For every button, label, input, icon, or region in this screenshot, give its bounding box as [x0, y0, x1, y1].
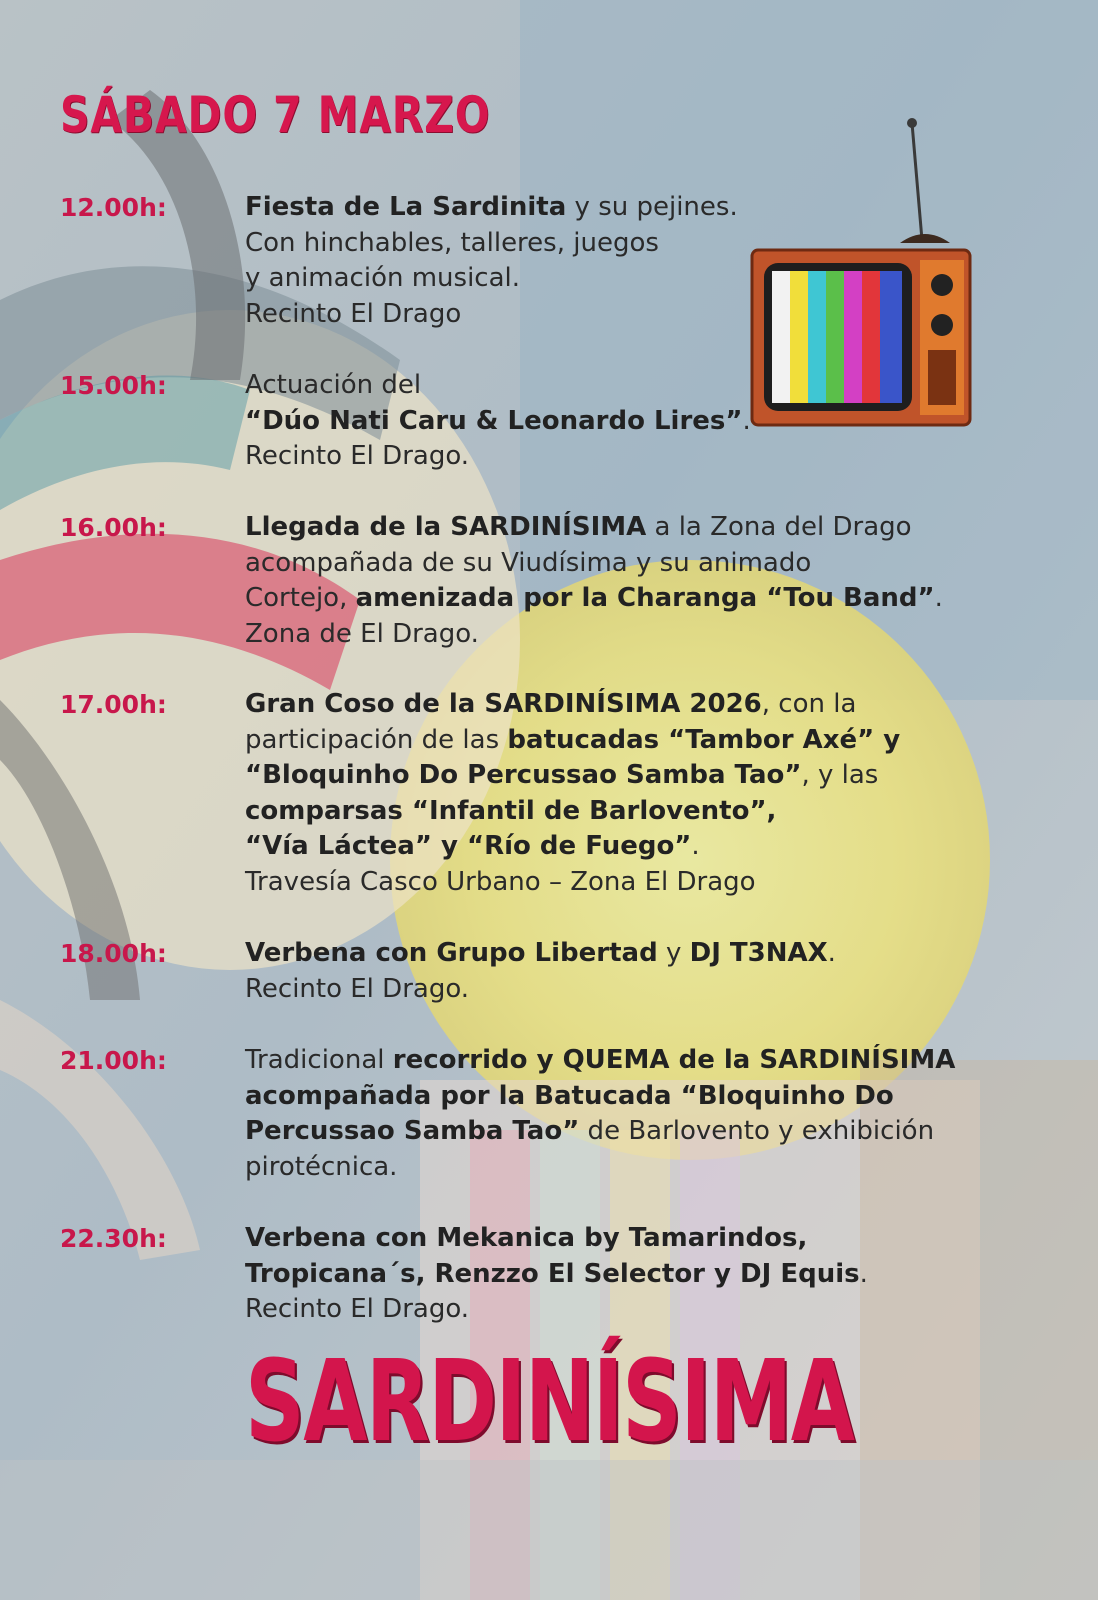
text: Recinto El Drago [245, 298, 462, 329]
event-description [245, 687, 985, 901]
text: . [859, 1258, 868, 1289]
text: Recinto El Drago. [245, 441, 470, 472]
description-line [245, 936, 985, 972]
text: Zona de El Drago. [245, 618, 479, 649]
bold-text: batucadas “Tambor Axé” y [507, 724, 901, 755]
description-line [245, 972, 985, 1008]
description-line [245, 723, 985, 759]
text: y animación musical. [245, 263, 521, 294]
event-description [245, 1221, 985, 1328]
description-line [245, 1114, 985, 1150]
bold-text: DJ T3NAX [689, 938, 828, 968]
text: participación de las [245, 724, 508, 755]
event-description [245, 1043, 985, 1185]
text: . [691, 831, 700, 862]
event-time: 22.30h: [60, 1224, 167, 1253]
text: , y las [801, 760, 879, 791]
bold-text: Tropicana´s, Renzzo El Selector y DJ Equis [245, 1258, 860, 1289]
text: Tradicional [245, 1045, 393, 1075]
bold-text: recorrido y QUEMA de la SARDINÍSIMA [392, 1045, 956, 1075]
event-description [245, 936, 985, 1007]
bold-text: Llegada de la SARDINÍSIMA [245, 512, 647, 542]
text: . [742, 405, 751, 436]
bold-text: “Vía Láctea” y “Río de Fuego” [245, 831, 692, 862]
bold-text: Verbena con Grupo Libertad [245, 938, 658, 968]
event-time: 18.00h: [60, 939, 167, 968]
event-time: 15.00h: [60, 371, 167, 400]
event-time: 17.00h: [60, 690, 167, 719]
description-line [245, 687, 985, 723]
text: . [827, 938, 836, 968]
event-time: 16.00h: [60, 513, 167, 542]
description-line [245, 865, 985, 901]
description-line [245, 1043, 985, 1079]
text: Con hinchables, talleres, juegos [245, 227, 659, 258]
bold-text: Fiesta de La Sardinita [245, 192, 567, 222]
text: Actuación del [245, 370, 422, 400]
description-line [245, 546, 985, 582]
description-line [245, 1257, 985, 1293]
bold-text: amenizada por la Charanga “Tou Band” [355, 583, 935, 614]
description-line [245, 581, 985, 617]
bold-text: comparsas “Infantil de Barlovento”, [245, 795, 777, 826]
text: a la Zona del Drago [646, 512, 912, 542]
event-description [245, 510, 985, 652]
description-line [245, 510, 985, 546]
description-line [245, 1221, 985, 1257]
event-time: 21.00h: [60, 1046, 167, 1075]
text: , con la [761, 689, 857, 719]
bold-text: Verbena con Mekanica by Tamarindos, [245, 1223, 808, 1253]
bold-text: Percussao Samba Tao” [245, 1116, 580, 1147]
description-line [245, 1292, 985, 1328]
description-line [245, 829, 985, 865]
text: . [934, 583, 943, 614]
text: de Barlovento y exhibición [579, 1116, 935, 1147]
television-icon [750, 115, 972, 427]
bold-text: Gran Coso de la SARDINÍSIMA 2026 [245, 689, 762, 719]
bold-text: “Dúo Nati Caru & Leonardo Lires” [245, 405, 743, 436]
event-time: 12.00h: [60, 193, 167, 222]
text: pirotécnica. [245, 1151, 398, 1182]
text: Recinto El Drago. [245, 1294, 470, 1325]
text: Travesía Casco Urbano – Zona El Drago [245, 866, 756, 897]
text: y [657, 938, 690, 968]
bold-text: “Bloquinho Do Percussao Samba Tao” [245, 760, 802, 791]
description-line [245, 1150, 985, 1186]
text: y su pejines. [566, 192, 738, 222]
page-title: SÁBADO 7 MARZO [60, 86, 491, 144]
text: acompañada de su Viudísima y su animado [245, 547, 812, 578]
description-line [245, 1079, 985, 1115]
description-line [245, 617, 985, 653]
description-line [245, 439, 985, 475]
sardinisima-logo: SARDINÍSIMA [245, 1337, 854, 1467]
text: Cortejo, [245, 583, 356, 614]
description-line [245, 758, 985, 794]
text: Recinto El Drago. [245, 973, 470, 1004]
description-line [245, 794, 985, 830]
bold-text: acompañada por la Batucada “Bloquinho Do [245, 1080, 894, 1111]
